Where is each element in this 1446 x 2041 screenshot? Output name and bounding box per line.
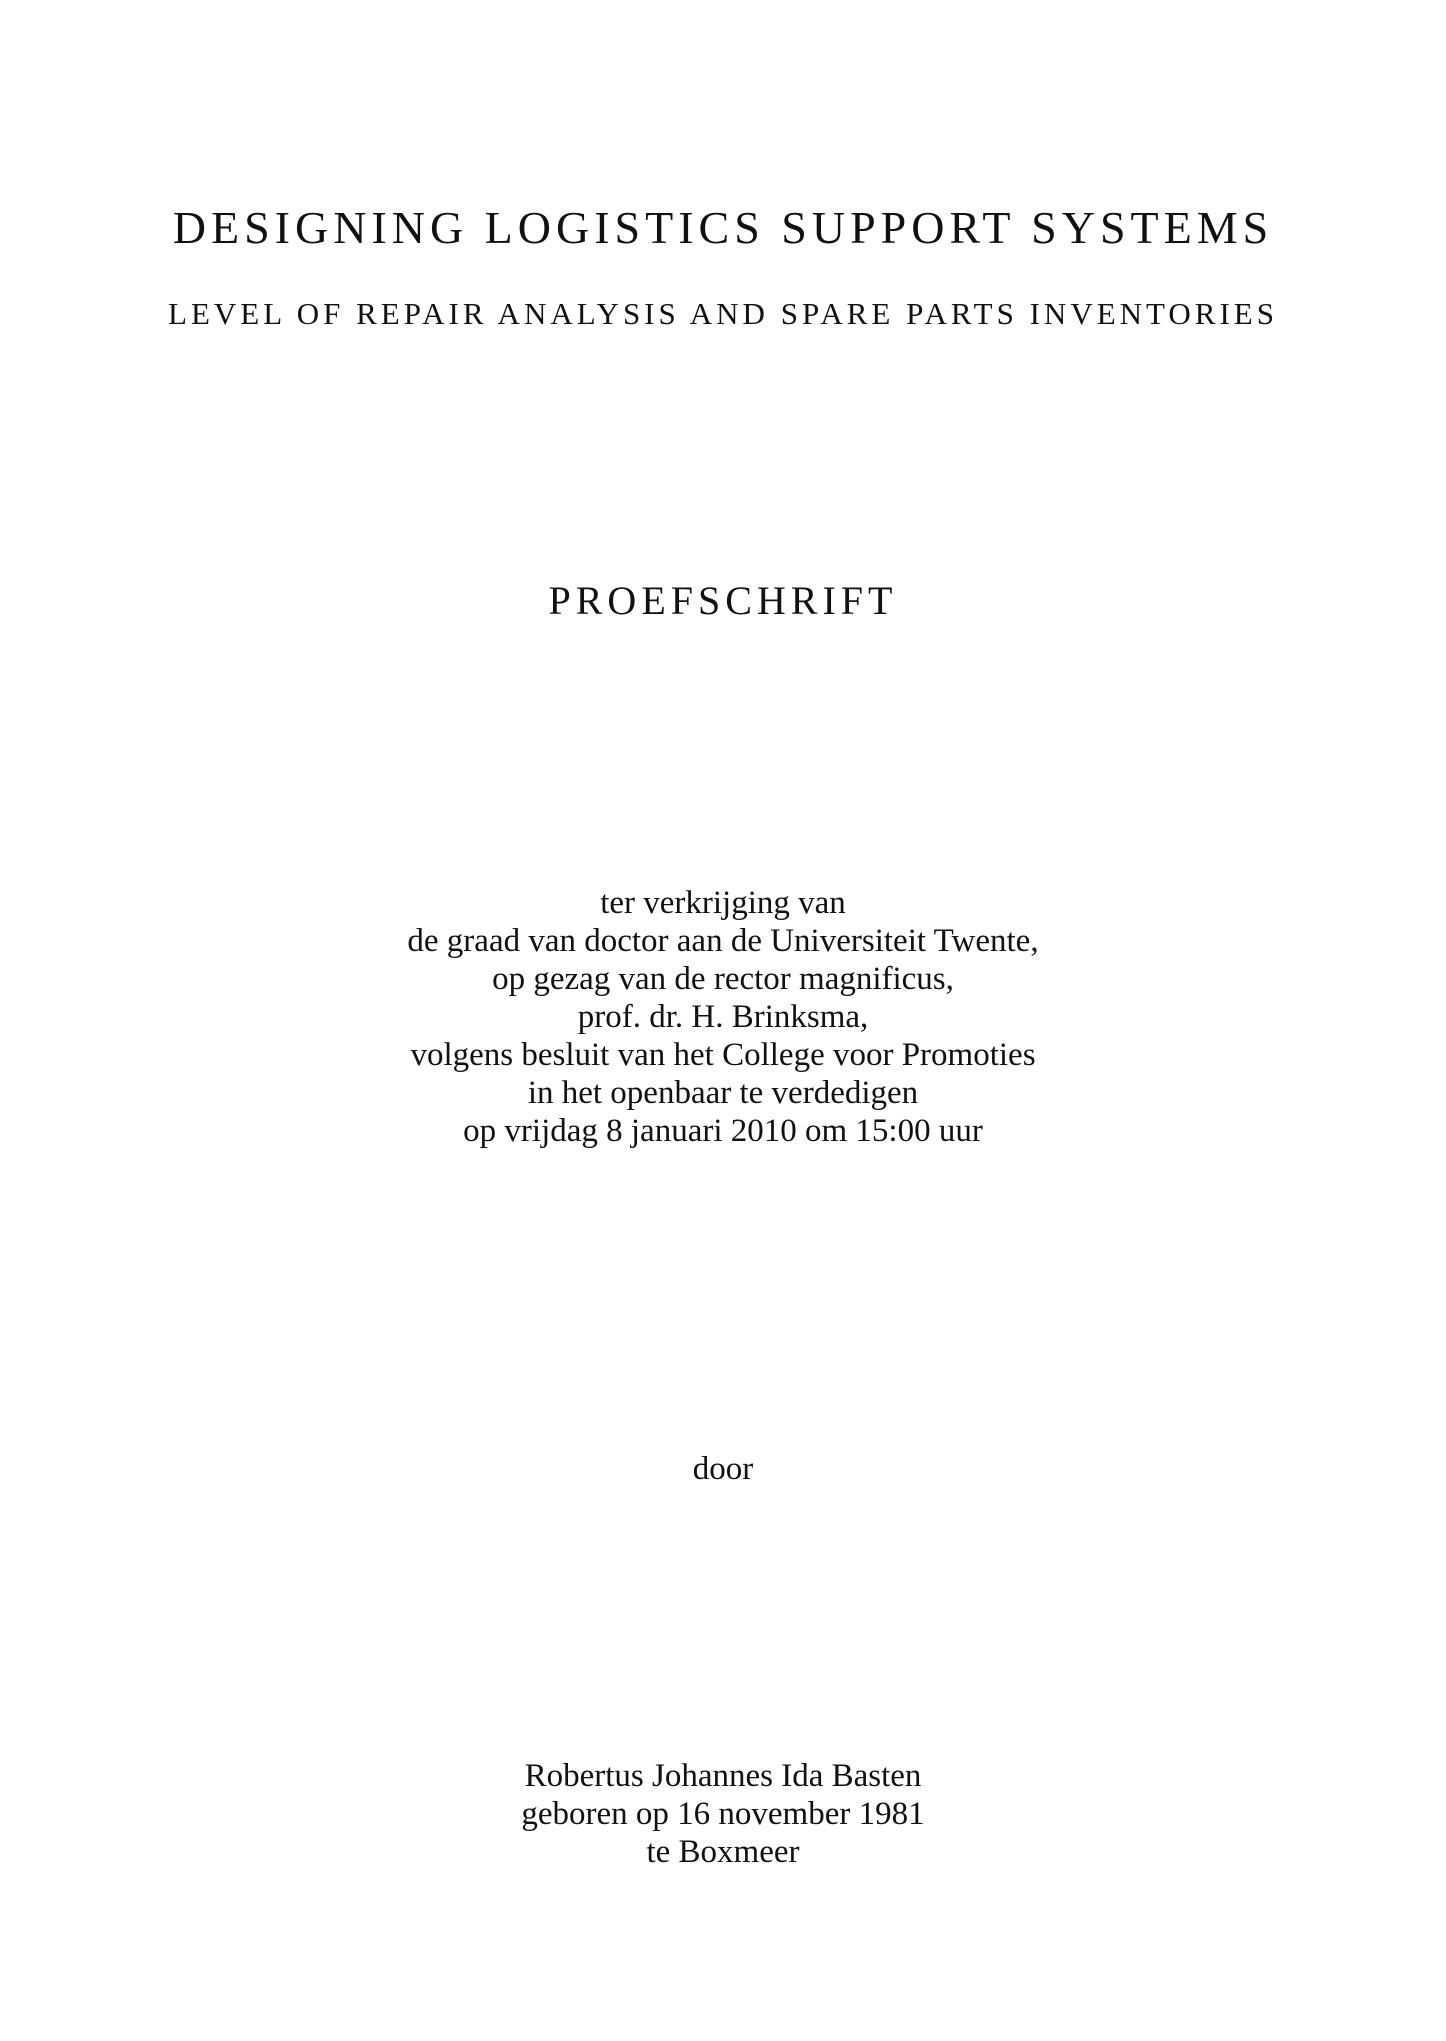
author-birth: geboren op 16 november 1981	[521, 1796, 925, 1832]
degree-statement-line: ter verkrijging van	[600, 885, 846, 921]
by-label: door	[692, 1451, 754, 1487]
degree-statement-line: prof. dr. H. Brinksma,	[577, 999, 869, 1035]
degree-statement-line: op gezag van de rector magnificus,	[492, 961, 954, 997]
thesis-title: DESIGNING LOGISTICS SUPPORT SYSTEMS	[172, 202, 1274, 253]
degree-statement	[0, 884, 1446, 1150]
degree-statement-line: de graad van doctor aan de Universiteit Twente,	[407, 923, 1039, 959]
author-block	[0, 1757, 1446, 1871]
document-type-heading: PROEFSCHRIFT	[548, 578, 898, 623]
author-birthplace: te Boxmeer	[646, 1834, 800, 1870]
thesis-subtitle: LEVEL OF REPAIR ANALYSIS AND SPARE PARTS INVENTORIES	[168, 296, 1278, 331]
author-name: Robertus Johannes Ida Basten	[524, 1758, 922, 1794]
degree-statement-line: op vrijdag 8 januari 2010 om 15:00 uur	[463, 1113, 983, 1149]
degree-statement-line: volgens besluit van het College voor Promoties	[410, 1037, 1036, 1073]
degree-statement-line: in het openbaar te verdedigen	[527, 1075, 919, 1111]
